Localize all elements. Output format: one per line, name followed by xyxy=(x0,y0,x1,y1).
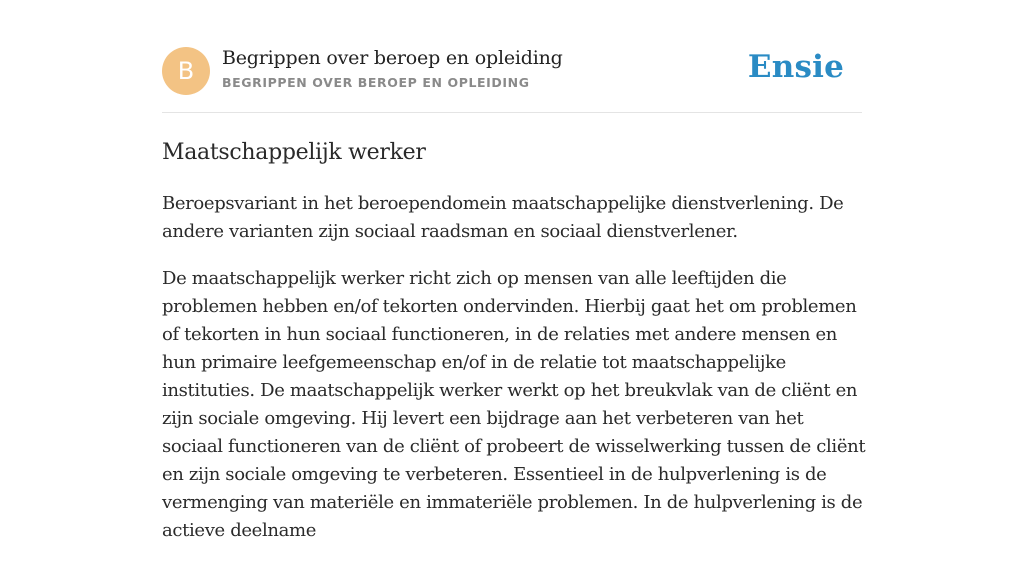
source-title[interactable]: Begrippen over beroep en opleiding xyxy=(222,47,563,69)
source-header xyxy=(162,47,862,113)
article-title: Maatschappelijk werker xyxy=(162,140,426,165)
source-subtitle[interactable]: BEGRIPPEN OVER BEROEP EN OPLEIDING xyxy=(222,75,530,90)
source-avatar[interactable]: B xyxy=(162,47,210,95)
article xyxy=(162,138,866,564)
article-paragraph-1: Beroepsvariant in het beroependomein maatschappelijke dienstverlening. De andere varianten zijn sociaal raadsman en sociaal dienstverlener. xyxy=(162,193,844,242)
ensie-logo[interactable]: Ensie xyxy=(747,49,844,85)
article-paragraph-2: De maatschappelijk werker richt zich op mensen van alle leeftijden die problemen hebben en/of tekorten ondervinden. Hierbij gaat het om problemen of tekorten in hun sociaal functioneren, in de relaties met andere mensen en hun primaire leefgemeenschap en/of in de relatie tot maatschappelijke instituties. De maatschappelijk werker werkt op het breukvlak van de cliënt en zijn sociale omgeving. Hij levert een bijdrage aan het verbeteren van het sociaal functioneren van de cliënt of probeert de wisselwerking tussen de cliënt en zijn sociale omgeving te verbeteren. Essentieel in de hulpverlening is de vermenging van materiële en immateriële problemen. In de hulpverlening is de actieve deelname xyxy=(162,268,866,541)
